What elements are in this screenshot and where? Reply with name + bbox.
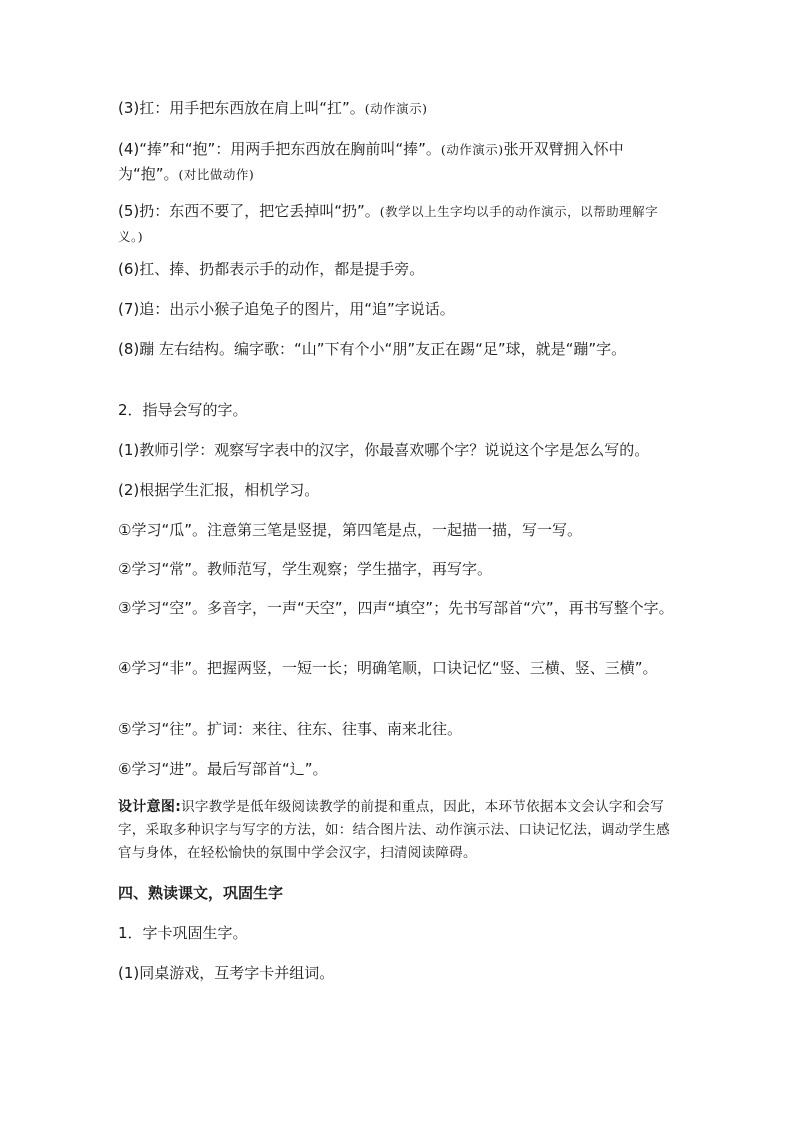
design-intent-label: 设计意图:	[118, 799, 182, 815]
paragraph-beng: (8)蹦 左右结构。编字歌：“山”下有个小“朋”友正在踢“足”球，就是“蹦”字。	[118, 340, 627, 358]
paragraph-peng-bao	[118, 137, 678, 187]
paragraph-student-report: (2)根据学生汇报，相机学习。	[118, 481, 320, 499]
paragraph-text: 张开双臂拥入怀中为“抱”。	[118, 140, 624, 183]
action-note: (教学以上生字均以手的动作演示，以帮助理解字义。)	[118, 204, 659, 244]
paragraph-text: (5)扔：东西不要了，把它丢掉叫“扔”。	[118, 202, 380, 220]
paragraph-learn-kong: ③学习“空”。多音字，一声“天空”，四声“填空”；先书写部首“穴”，再书写整个字。	[118, 599, 674, 617]
paragraph-hand-radical: (6)扛、捧、扔都表示手的动作，都是提手旁。	[118, 260, 425, 278]
paragraph-reng	[118, 199, 678, 249]
paragraph-text: (3)扛：用手把东西放在肩上叫“扛”。	[118, 99, 365, 117]
design-intent	[118, 796, 678, 865]
paragraph-learn-fei: ④学习“非”。把握两竖，一短一长；明确笔顺，口诀记忆“竖、三横、竖、三横”。	[118, 659, 658, 677]
section-guide-writing: 2．指导会写的字。	[118, 401, 248, 419]
paragraph-teacher-guide: (1)教师引学：观察写字表中的汉字，你最喜欢哪个字？说说这个字是怎么写的。	[118, 441, 650, 459]
paragraph-card-review: 1．字卡巩固生字。	[118, 924, 248, 942]
paragraph-learn-chang: ②学习“常”。教师范写，学生观察；学生描字，再写字。	[118, 560, 492, 578]
paragraph-learn-jin: ⑥学习“进”。最后写部首“辶”。	[118, 760, 328, 778]
paragraph-learn-gua: ①学习“瓜”。注意第三笔是竖提，第四笔是点，一起描一描，写一写。	[118, 521, 582, 539]
action-note: (对比做动作)	[178, 167, 255, 182]
paragraph-desk-game: (1)同桌游戏，互考字卡并组词。	[118, 964, 335, 982]
design-intent-text: 识字教学是低年级阅读教学的前提和重点，因此，本环节依据本文会认字和会写字，采取多种识字与写字的方法，如：结合图片法、动作演示法、口诀记忆法，调动学生感官与身体，在轻松愉快的氛围中学会汉字，扫清阅读障碍。	[118, 799, 670, 861]
paragraph-kang	[118, 96, 678, 121]
paragraph-text: (4)“捧”和“抱”：用两手把东西放在胸前叫“捧”。	[118, 140, 441, 158]
paragraph-learn-wang: ⑤学习“往”。扩词：来往、往东、往事、南来北往。	[118, 720, 462, 738]
paragraph-zhui: (7)追：出示小猴子追兔子的图片，用“追”字说话。	[118, 300, 455, 318]
action-note: (动作演示)	[364, 101, 428, 116]
action-note: (动作演示)	[440, 142, 504, 157]
section-heading-four: 四、熟读课文，巩固生字	[118, 884, 284, 902]
